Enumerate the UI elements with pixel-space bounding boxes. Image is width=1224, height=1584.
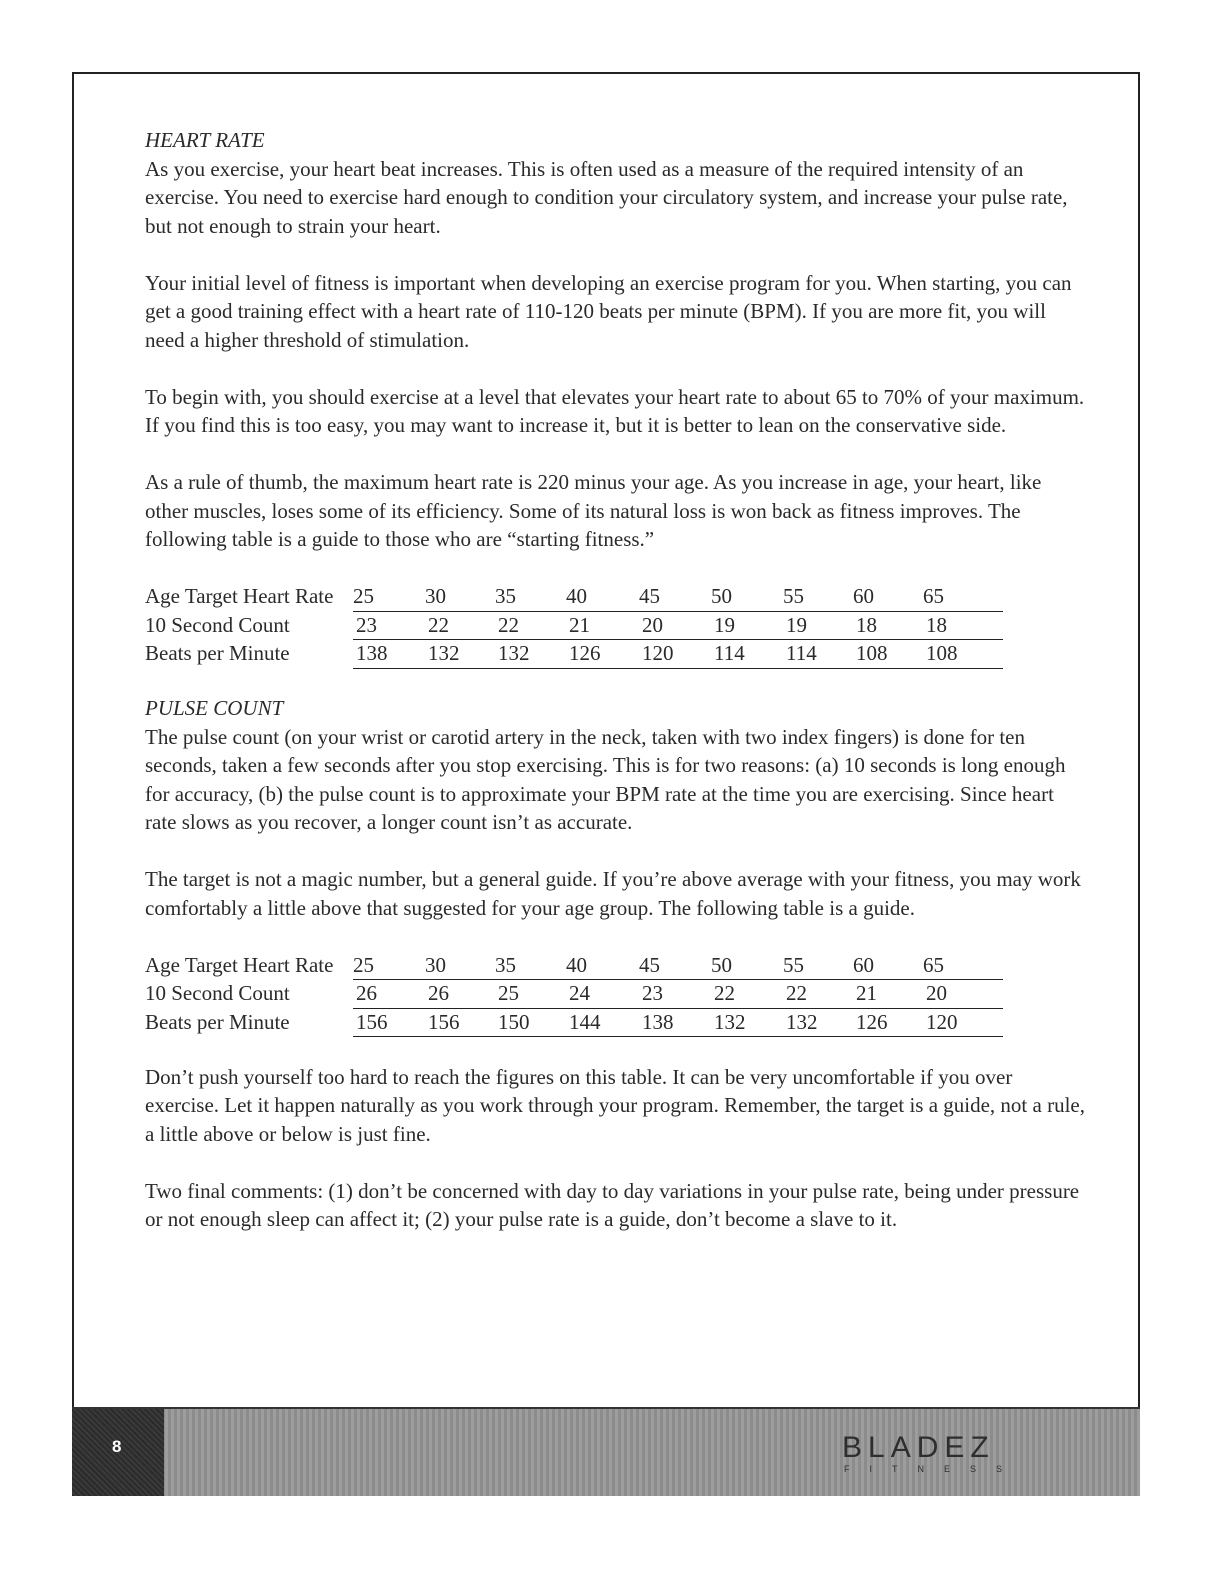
table-cell: 156 [356,1009,388,1034]
table-row-label: Age Target Heart Rate [145,952,334,977]
table-cell: 60 [853,952,874,977]
table-row-values [353,611,1003,641]
table-cell: 40 [566,584,587,608]
table-cell: 35 [495,584,516,608]
table-cell: 19 [714,612,735,637]
table-row-label: Age Target Heart Rate [145,584,334,608]
table-cell: 45 [639,952,660,977]
table-cell: 132 [786,1009,818,1034]
page-number: 8 [112,1437,122,1456]
closing-paragraph: Don’t push yourself too hard to reach the figures on this table. It can be very uncomfortable if you over exercise. Let it happen naturally as you work through your program. Remember, the target is a guide, not a rule, a little above or below is just fine. [145,1064,1085,1146]
table-cell: 23 [642,981,663,1005]
table-row [145,639,1085,668]
table-cell: 24 [569,981,590,1005]
table-cell: 23 [356,612,377,637]
heart-rate-paragraph: Your initial level of fitness is important when developing an exercise program for you. When starting, you can get a good training effect with a heart rate of 110-120 beats per minute (BPM). If you are more fit, you will need a higher threshold of stimulation. [145,270,1072,352]
table-cell: 138 [356,641,388,665]
table-cell: 25 [353,952,374,977]
table-cell: 45 [639,584,660,608]
table-row [145,1008,1085,1037]
table-cell: 22 [498,612,519,637]
table-cell: 65 [923,584,944,608]
table-row-values [353,582,1003,612]
table-cell: 22 [786,981,807,1005]
heart-rate-paragraph: As you exercise, your heart beat increases. This is often used as a measure of the required intensity of an exercise. You need to exercise hard enough to condition your circulatory system, and increase your pulse rate, but not enough to strain your heart. [145,156,1068,238]
closing-paragraph: Two final comments: (1) don’t be concerned with day to day variations in your pulse rate, being under pressure or not enough sleep can affect it; (2) your pulse rate is a guide, don’t become a slave to it. [145,1178,1080,1231]
table-cell: 132 [714,1009,746,1034]
page-number-box [72,1409,164,1496]
table-cell: 55 [783,584,804,608]
table-cell: 19 [786,612,807,637]
bladez-logo [842,1433,1052,1473]
table-cell: 25 [353,584,374,608]
table-cell: 21 [856,981,877,1005]
table-cell: 65 [923,952,944,977]
table-cell: 114 [714,641,745,665]
table-cell: 114 [786,641,817,665]
table-cell: 126 [856,1009,888,1034]
table-cell: 55 [783,952,804,977]
table-row-values [353,951,1003,981]
table-cell: 108 [926,641,958,665]
table-cell: 18 [856,612,877,637]
table-cell: 120 [642,641,674,665]
heart-rate-table-starting [145,582,1085,668]
table-cell: 30 [425,952,446,977]
table-cell: 138 [642,1009,674,1034]
table-cell: 50 [711,952,732,977]
table-row-label: 10 Second Count [145,981,290,1005]
logo-wordmark: BLADEZ [842,1431,995,1464]
table-row-values [353,639,1003,669]
table-row-values [353,979,1003,1009]
table-cell: 30 [425,584,446,608]
table-cell: 150 [498,1009,530,1034]
logo-tagline: FITNESS [844,1464,1023,1474]
table-cell: 120 [926,1009,958,1034]
table-row-label: Beats per Minute [145,641,290,665]
page-content [145,126,1085,1262]
table-cell: 60 [853,584,874,608]
table-cell: 20 [926,981,947,1005]
table-row-label: 10 Second Count [145,612,290,637]
table-cell: 18 [926,612,947,637]
table-row [145,611,1085,640]
table-cell: 20 [642,612,663,637]
page-footer [72,1407,1140,1496]
table-cell: 40 [566,952,587,977]
table-cell: 21 [569,612,590,637]
table-cell: 22 [714,981,735,1005]
table-cell: 132 [428,641,460,665]
heart-rate-table-guide [145,951,1085,1037]
table-cell: 35 [495,952,516,977]
table-cell: 26 [356,981,377,1005]
pulse-count-paragraph: The target is not a magic number, but a general guide. If you’re above average with your fitness, you may work comfortably a little above that suggested for your age group. The following table is a guide. [145,867,1081,920]
pulse-count-heading: PULSE COUNT [145,696,284,720]
table-cell: 144 [569,1009,601,1034]
table-cell: 25 [498,981,519,1005]
table-row-values [353,1008,1003,1038]
table-row-label: Beats per Minute [145,1009,290,1034]
table-cell: 50 [711,584,732,608]
table-cell: 132 [498,641,530,665]
table-row [145,979,1085,1008]
table-cell: 26 [428,981,449,1005]
heart-rate-heading: HEART RATE [145,128,265,152]
heart-rate-paragraph: To begin with, you should exercise at a level that elevates your heart rate to about 65 to 70% of your maximum. If you find this is too easy, you may want to increase it, but it is better to lean on the conservative side. [145,384,1085,437]
table-cell: 22 [428,612,449,637]
heart-rate-paragraph: As a rule of thumb, the maximum heart rate is 220 minus your age. As you increase in age, your heart, like other muscles, loses some of its efficiency. Some of its natural loss is won back as fitness improves. The following table is a guide to those who are “starting fitness.” [145,470,1042,551]
table-row [145,582,1085,611]
table-cell: 108 [856,641,888,665]
table-cell: 156 [428,1009,460,1034]
table-cell: 126 [569,641,601,665]
table-row [145,951,1085,980]
pulse-count-paragraph: The pulse count (on your wrist or carotid artery in the neck, taken with two index fingers) is done for ten seconds, taken a few seconds after you stop exercising. This is for two reasons: (a) 10 seconds is long enough for accuracy, (b) the pulse count is to approximate your BPM rate at the time you are exercising. Since heart rate slows as you recover, a longer count isn’t as accurate. [145,724,1066,834]
